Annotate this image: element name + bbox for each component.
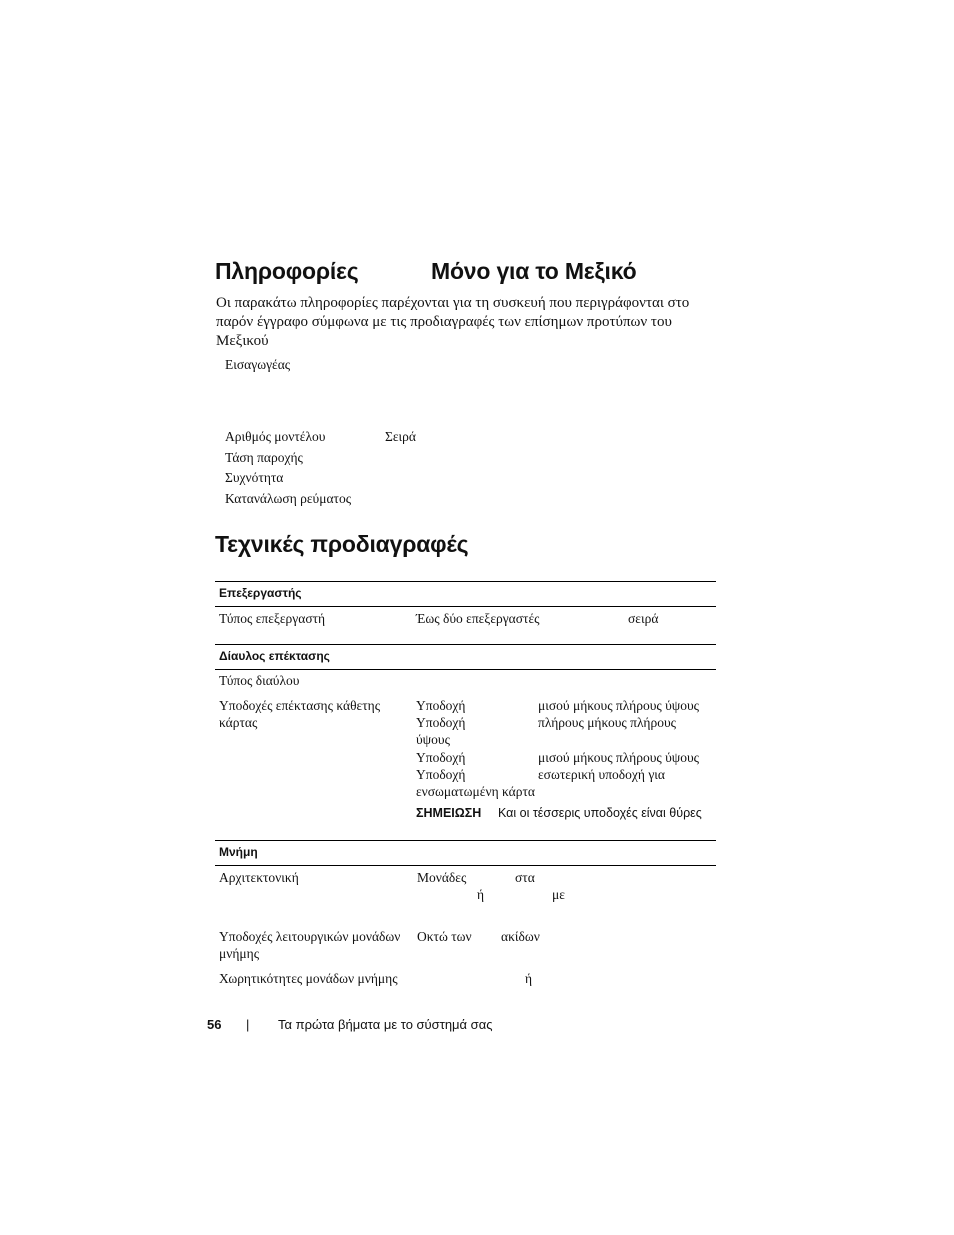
expansion-bus-section-title: Δίαυλος επέκτασης [219, 649, 330, 663]
section-rule [215, 606, 716, 607]
page-heading-part1: Πληροφορίες [215, 258, 359, 284]
slot-3-desc: μισού μήκους πλήρους ύψους [538, 750, 700, 765]
slot-1-label: Υποδοχή [416, 698, 466, 713]
processor-section-title: Επεξεργαστής [219, 586, 302, 600]
note-label: ΣΗΜΕΙΩΣΗ [416, 806, 482, 820]
slot-4-desc-cont: ενσωματωμένη κάρτα [416, 784, 535, 799]
technical-specs-heading: Τεχνικές προδιαγραφές [215, 531, 469, 557]
memory-architecture-value-a: Μονάδες [417, 870, 467, 885]
series-label: Σειρά [385, 429, 416, 444]
section-rule [215, 840, 716, 841]
memory-architecture-value-c: ή [477, 887, 485, 902]
memory-capacities-label: Χωρητικότητες μονάδων μνήμης [219, 971, 398, 986]
slot-2-label: Υποδοχή [416, 715, 466, 730]
note-text: Και οι τέσσερις υποδοχές είναι θύρες [498, 806, 702, 820]
memory-architecture-value-d: με [552, 887, 565, 902]
memory-sockets-value-a: Οκτώ των [417, 929, 472, 944]
model-number-label: Αριθμός μοντέλου [225, 429, 326, 444]
slot-2-desc-cont: ύψους [416, 732, 450, 747]
intro-line-1: Οι παρακάτω πληροφορίες παρέχονται για τη συσκευή που περιγράφονται στο [216, 295, 690, 311]
processor-type-value: Έως δύο επεξεργαστές [416, 611, 540, 626]
page-heading-part2: Μόνο για το Μεξικό [431, 258, 637, 284]
supply-voltage-label: Τάση παροχής [225, 450, 303, 465]
intro-line-3: Μεξικού [216, 333, 269, 349]
memory-architecture-label: Αρχιτεκτονική [219, 870, 299, 885]
footer-separator: | [246, 1017, 250, 1032]
memory-capacities-value: ή [525, 971, 533, 986]
bus-type-label: Τύπος διαύλου [219, 673, 300, 688]
processor-series-value: σειρά [628, 611, 659, 626]
section-rule [215, 669, 716, 670]
power-consumption-label: Κατανάλωση ρεύματος [225, 491, 352, 506]
slot-4-desc: εσωτερική υποδοχή για [538, 767, 665, 782]
page-number: 56 [207, 1017, 222, 1032]
slot-4-label: Υποδοχή [416, 767, 466, 782]
importer-label: Εισαγωγέας [225, 357, 291, 372]
intro-line-2: παρόν έγγραφο σύμφωνα με τις προδιαγραφές των επίσημων προτύπων του [216, 314, 672, 330]
frequency-label: Συχνότητα [225, 470, 284, 485]
memory-sockets-value-b: ακίδων [501, 929, 540, 944]
slot-3-label: Υποδοχή [416, 750, 466, 765]
footer-title: Τα πρώτα βήματα με το σύστημά σας [278, 1017, 493, 1032]
expansion-slots-label-line2: κάρτας [219, 715, 258, 730]
memory-section-title: Μνήμη [219, 845, 258, 859]
slot-1-desc: μισού μήκους πλήρους ύψους [538, 698, 700, 713]
section-rule [215, 581, 716, 582]
processor-type-label: Τύπος επεξεργαστή [219, 611, 326, 626]
expansion-slots-label-line1: Υποδοχές επέκτασης κάθετης [219, 698, 381, 713]
section-rule [215, 865, 716, 866]
memory-sockets-label-line1: Υποδοχές λειτουργικών μονάδων [219, 929, 401, 944]
slot-2-desc: πλήρους μήκους πλήρους [538, 715, 676, 730]
memory-architecture-value-b: στα [515, 870, 535, 885]
memory-sockets-label-line2: μνήμης [219, 946, 260, 961]
section-rule [215, 644, 716, 645]
